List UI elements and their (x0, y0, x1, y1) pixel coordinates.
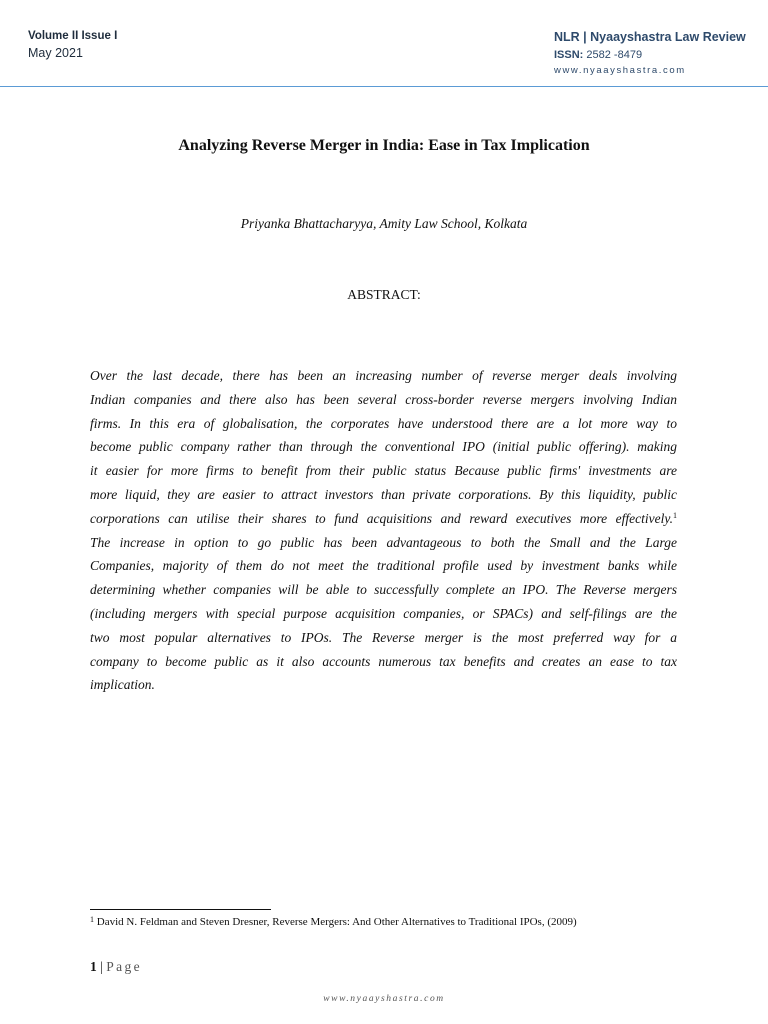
footnote-text: David N. Feldman and Steven Dresner, Reverse Mergers: And Other Alternatives to Traditional IPOs, (2009) (96, 916, 577, 928)
abstract-line: Over the last decade, there has been an increasing number of reverse merger deals involving (90, 368, 677, 383)
issn (554, 49, 768, 61)
abstract-line: determining whether companies will be able to successfully complete an IPO. The Reverse mergers (90, 582, 677, 598)
header-divider (0, 86, 768, 87)
header-right (554, 30, 768, 76)
page-number (90, 959, 142, 975)
page-separator: | (100, 959, 103, 974)
abstract-line: implication. (90, 677, 155, 693)
page-number-value: 1 (90, 959, 97, 974)
footnote (90, 916, 577, 928)
footnote-divider (90, 909, 271, 910)
header-left (28, 30, 117, 60)
abstract-line: Indian companies and there also has been several cross-border reverse mergers involving Indian (90, 391, 677, 407)
footnote-marker: 1 (90, 915, 94, 924)
journal-name: NLR | Nyaayshastra Law Review (554, 30, 746, 44)
abstract-line: more liquid, they are easier to attract investors than private corporations. By this liquidity, public (90, 486, 677, 502)
issn-label: ISSN: (554, 49, 584, 61)
abstract-line: Companies, majority of them do not meet the traditional profile used by investment banks while (90, 558, 677, 574)
abstract-line: it easier for more firms to benefit from their public status Because public firms' investments are (90, 463, 677, 479)
abstract-line (90, 507, 677, 531)
header-website[interactable]: www.nyaayshastra.com (554, 65, 686, 76)
volume-issue: Volume II Issue I (28, 30, 118, 42)
page-label: Page (106, 959, 143, 974)
issn-value: 2582 -8479 (586, 49, 643, 61)
abstract-heading: ABSTRACT: (347, 287, 421, 302)
footnote-reference[interactable]: 1 (673, 510, 677, 520)
abstract-line-text: corporations can utilise their shares to fund acquisitions and reward executives more effectively. (90, 510, 673, 526)
abstract-line: two most popular alternatives to IPOs. The Reverse merger is the most preferred way for a (90, 629, 677, 645)
issue-date: May 2021 (28, 46, 83, 60)
abstract-line: The increase in option to go public has been advantageous to both the Small and the Large (90, 534, 677, 550)
abstract-body (90, 364, 677, 697)
abstract-line: become public company rather than through the conventional IPO (initial public offering). making (90, 439, 677, 455)
abstract-line: company to become public as it also accounts numerous tax benefits and creates an ease to tax (90, 653, 677, 669)
abstract-line: (including mergers with special purpose acquisition companies, or SPACs) and self-filings are the (90, 605, 677, 621)
footer-website[interactable]: www.nyaayshastra.com (323, 994, 445, 1004)
article-title: Analyzing Reverse Merger in India: Ease in Tax Implication (178, 137, 590, 154)
abstract-line: firms. In this era of globalisation, the corporates have understood there are a lot more way to (90, 415, 677, 431)
article-author: Priyanka Bhattacharyya, Amity Law School, Kolkata (240, 216, 528, 231)
